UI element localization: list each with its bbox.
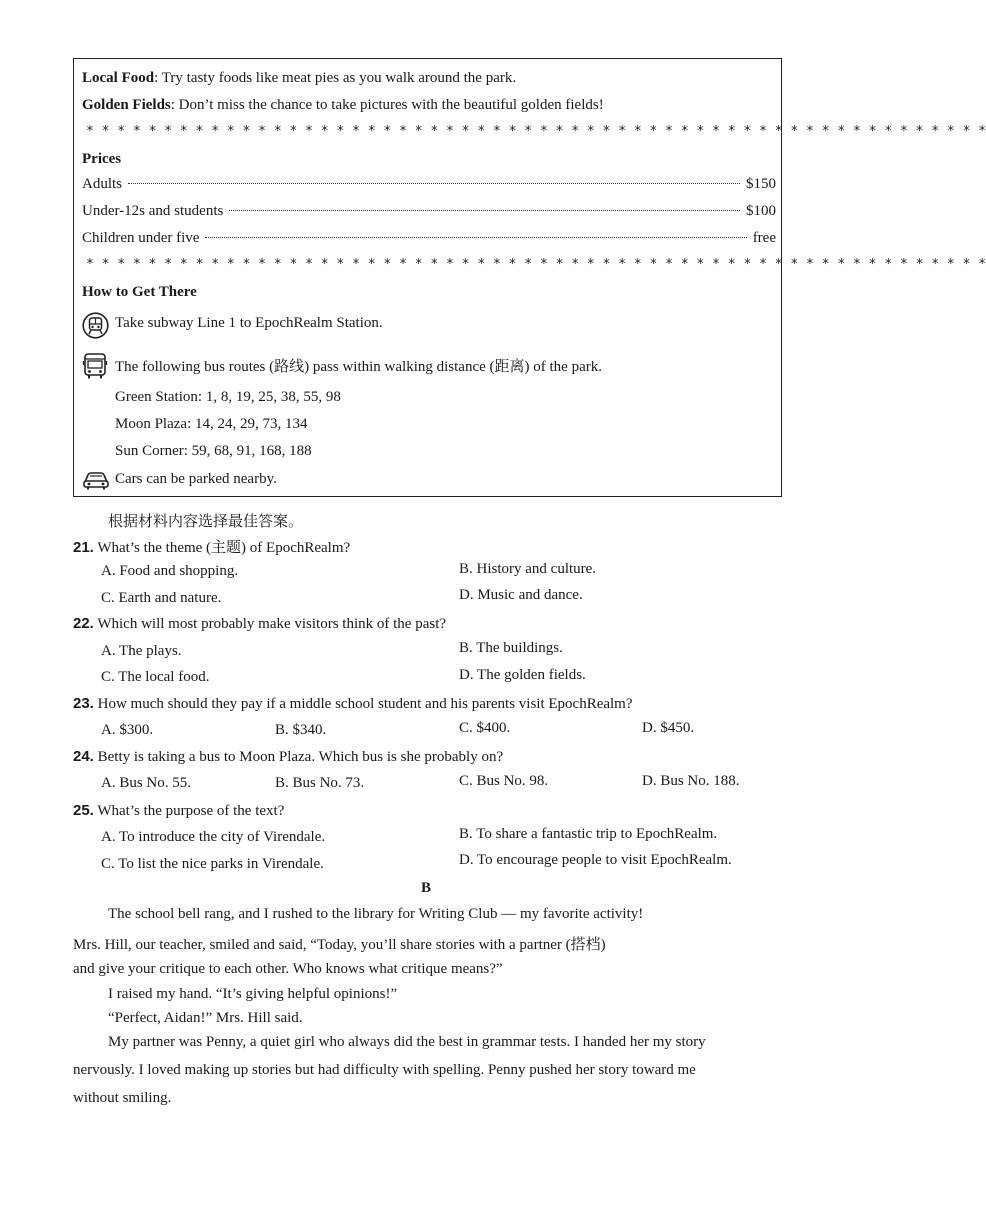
- question-number: 25.: [73, 802, 94, 819]
- question-text: What’s the purpose of the text?: [93, 803, 285, 819]
- passage-line-3: and give your critique to each other. Who knows what critique means?”: [73, 961, 503, 977]
- price-value: $100: [746, 203, 776, 219]
- star-divider-bottom: * * * * * * * * * * * * * * * * * * * * * * * * * * * * * * * * * * * * * * * * * * * * * * * * * * * * * * * * * *: [86, 257, 986, 272]
- prices-title: Prices: [82, 151, 122, 167]
- price-label: Under-12s and students: [82, 203, 224, 219]
- option-24-d: D. Bus No. 188.: [642, 773, 740, 789]
- how-to-get-there-title: How to Get There: [82, 284, 197, 300]
- option-23-a: A. $300.: [101, 722, 154, 738]
- option-24-b: B. Bus No. 73.: [275, 775, 365, 791]
- question-number: 23.: [73, 695, 94, 712]
- dot-leader: [205, 237, 746, 238]
- question-number: 21.: [73, 539, 94, 556]
- question-25: [73, 802, 284, 820]
- subway-icon: [82, 312, 109, 339]
- option-21-b: B. History and culture.: [459, 561, 597, 577]
- option-21-d: D. Music and dance.: [459, 587, 583, 603]
- bus-text: The following bus routes (路线) pass within walking distance (距离) of the park.: [115, 359, 602, 375]
- option-21-a: A. Food and shopping.: [101, 563, 239, 579]
- question-text: What’s the theme (主题) of EpochRealm?: [93, 540, 351, 556]
- bus-icon: [82, 352, 108, 380]
- section-b-heading: B: [421, 880, 432, 896]
- option-22-b: B. The buildings.: [459, 640, 563, 656]
- option-22-c: C. The local food.: [101, 669, 210, 685]
- price-value: free: [752, 230, 776, 246]
- option-24-a: A. Bus No. 55.: [101, 775, 192, 791]
- dot-leader: [128, 183, 740, 184]
- dot-leader: [229, 210, 740, 211]
- bus-route-moon-plaza: Moon Plaza: 14, 24, 29, 73, 134: [115, 416, 308, 432]
- option-24-c: C. Bus No. 98.: [459, 773, 549, 789]
- car-text: Cars can be parked nearby.: [115, 471, 277, 487]
- question-21: [73, 536, 350, 557]
- option-22-d: D. The golden fields.: [459, 667, 586, 683]
- option-25-d: D. To encourage people to visit EpochRealm.: [459, 852, 732, 868]
- passage-line-2: Mrs. Hill, our teacher, smiled and said, “Today, you’ll share stories with a partner (搭档): [73, 937, 606, 953]
- subway-text: Take subway Line 1 to EpochRealm Station.: [115, 315, 383, 331]
- local-food-line: [82, 70, 516, 87]
- local-food-text: : Try tasty foods like meat pies as you walk around the park.: [154, 70, 517, 86]
- golden-fields-line: [82, 97, 604, 114]
- passage-line-6: My partner was Penny, a quiet girl who always did the best in grammar tests. I handed her my story: [108, 1034, 706, 1050]
- price-label: Children under five: [82, 230, 200, 246]
- option-25-c: C. To list the nice parks in Virendale.: [101, 856, 324, 872]
- question-number: 24.: [73, 748, 94, 765]
- price-value: $150: [746, 176, 776, 192]
- option-23-c: C. $400.: [459, 720, 511, 736]
- star-divider-top: * * * * * * * * * * * * * * * * * * * * * * * * * * * * * * * * * * * * * * * * * * * * * * * * * * * * * * * * * *: [86, 124, 986, 139]
- question-22: [73, 615, 446, 633]
- golden-fields-text: : Don’t miss the chance to take pictures with the beautiful golden fields!: [170, 97, 604, 113]
- option-23-b: B. $340.: [275, 722, 327, 738]
- bus-route-green-station: Green Station: 1, 8, 19, 25, 38, 55, 98: [115, 389, 341, 405]
- question-24: [73, 748, 503, 766]
- option-22-a: A. The plays.: [101, 643, 182, 659]
- car-icon: [82, 470, 110, 490]
- question-text: Betty is taking a bus to Moon Plaza. Which bus is she probably on?: [93, 749, 504, 765]
- passage-line-1: The school bell rang, and I rushed to the library for Writing Club — my favorite activity!: [108, 906, 644, 922]
- price-row-children: [82, 230, 776, 247]
- local-food-title: Local Food: [82, 70, 155, 86]
- question-number: 22.: [73, 615, 94, 632]
- option-21-c: C. Earth and nature.: [101, 590, 222, 606]
- passage-line-4: I raised my hand. “It’s giving helpful opinions!”: [108, 986, 398, 1002]
- price-row-adults: [82, 176, 776, 193]
- golden-fields-title: Golden Fields: [82, 97, 171, 113]
- passage-line-8: without smiling.: [73, 1090, 172, 1106]
- passage-line-7: nervously. I loved making up stories but had difficulty with spelling. Penny pushed her story toward me: [73, 1062, 696, 1078]
- price-row-under12: [82, 203, 776, 220]
- option-23-d: D. $450.: [642, 720, 695, 736]
- option-25-b: B. To share a fantastic trip to EpochRealm.: [459, 826, 718, 842]
- question-text: Which will most probably make visitors think of the past?: [93, 616, 447, 632]
- question-text: How much should they pay if a middle school student and his parents visit EpochRealm?: [93, 696, 633, 712]
- option-25-a: A. To introduce the city of Virendale.: [101, 829, 326, 845]
- price-label: Adults: [82, 176, 123, 192]
- question-23: [73, 695, 633, 713]
- bus-route-sun-corner: Sun Corner: 59, 68, 91, 168, 188: [115, 443, 312, 459]
- passage-line-5: “Perfect, Aidan!” Mrs. Hill said.: [108, 1010, 303, 1026]
- instruction: 根据材料内容选择最佳答案。: [108, 514, 304, 530]
